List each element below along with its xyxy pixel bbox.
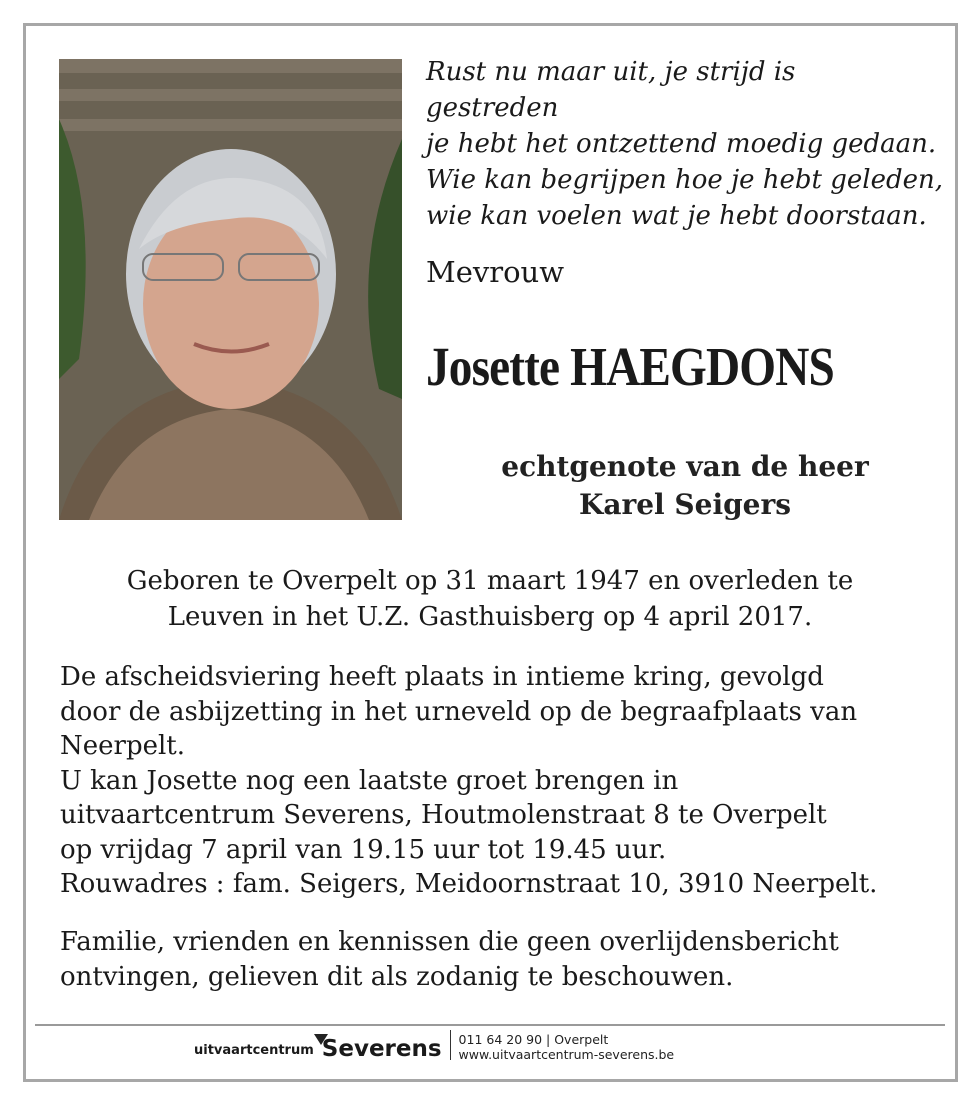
footer-separator (450, 1030, 451, 1060)
body-line: Rouwadres : fam. Seigers, Meidoornstraat 10, 3910 Neerpelt. (60, 869, 878, 899)
deceased-name: Josette HAEGDONS (426, 336, 834, 397)
footer-contact (459, 1032, 675, 1062)
body-line: op vrijdag 7 april van 19.15 uur tot 19.45 uur. (60, 834, 667, 865)
footer-brand: Severens (321, 1036, 442, 1062)
body-line: U kan Josette nog een laatste groet brengen in (60, 765, 679, 796)
closing-line: ontvingen, gelieven dit als zodanig te beschouwen. (60, 962, 734, 992)
footer-phone: 011 64 20 90 | Overpelt (458, 1032, 609, 1047)
portrait-photo (59, 59, 402, 520)
spouse-info (420, 448, 950, 524)
triangle-icon (314, 1034, 328, 1045)
closing-line: Familie, vrienden en kennissen die geen overlijdensbericht (60, 927, 839, 957)
born-line: Geboren te Overpelt op 31 maart 1947 en overleden te (126, 566, 854, 596)
footer-divider (35, 1024, 945, 1026)
born-line: Leuven in het U.Z. Gasthuisberg op 4 april 2017. (167, 602, 813, 632)
footer-prefix: uitvaartcentrum (194, 1043, 314, 1058)
birth-death-info (40, 563, 940, 635)
closing-note (60, 925, 839, 995)
funeral-home-footer (194, 1030, 674, 1062)
body-line: Neerpelt. (60, 731, 186, 761)
body-line: uitvaartcentrum Severens, Houtmolenstraat 8 te Overpelt (60, 800, 827, 830)
poem-line: Wie kan begrijpen hoe je hebt geleden, (426, 165, 944, 195)
ceremony-info (60, 660, 940, 902)
body-line: door de asbijzetting in het urneveld op de begraafplaats van (60, 696, 858, 727)
footer-brand-logo (322, 1036, 442, 1062)
footer-website[interactable]: www.uitvaartcentrum-severens.be (458, 1047, 675, 1062)
poem-line: Rust nu maar uit, je strijd is (426, 57, 796, 87)
poem-line: gestreden (426, 93, 559, 123)
spouse-name: Karel Seigers (578, 488, 791, 521)
poem-line: je hebt het ontzettend moedig gedaan. (426, 129, 937, 159)
body-line: De afscheidsviering heeft plaats in intieme kring, gevolgd (60, 662, 824, 692)
spouse-relation: echtgenote van de heer (501, 450, 869, 483)
poem-line: wie kan voelen wat je hebt doorstaan. (426, 201, 927, 231)
honorific: Mevrouw (426, 255, 565, 289)
poem (426, 54, 946, 234)
